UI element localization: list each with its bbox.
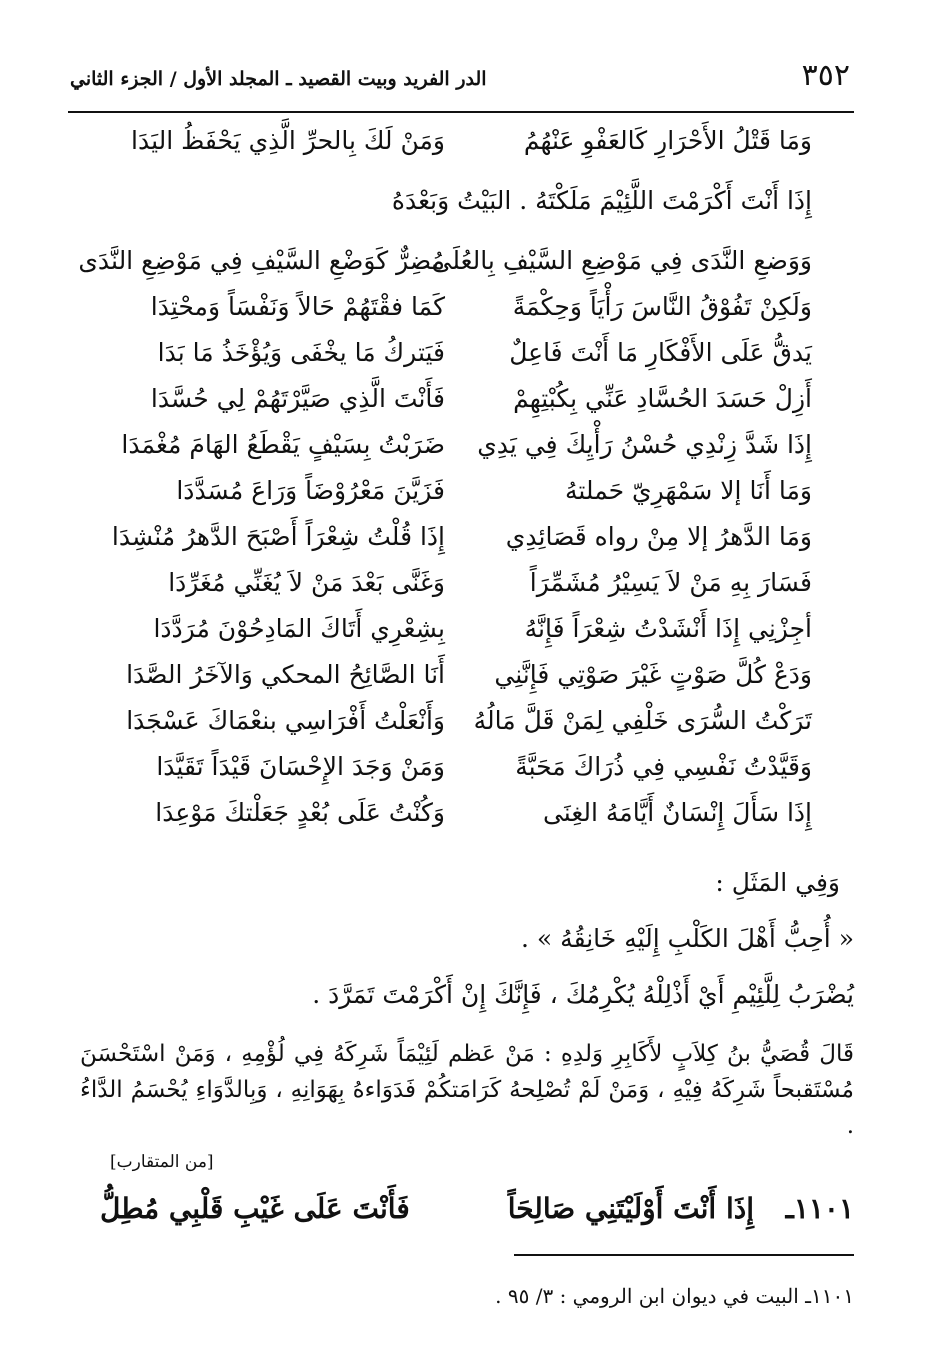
- verse-first-hemistich: وَقَيَّدْتُ نَفْسِي فِي ذُرَاكَ مَحَبَّةً: [515, 752, 812, 781]
- verse-first-hemistich: وَمَا أَنَا إلا سَمْهَرِيّ حَملتهُ: [564, 476, 812, 505]
- verse-first-hemistich: أَزِلْ حَسَدَ الحُسَّادِ عَنِّي بِكُبْتِهِمْ: [513, 384, 812, 413]
- verse-first-hemistich: وَدَعْ كُلَّ صَوْتٍ غَيْرَ صَوْتِي فَإِنَّنِي: [494, 660, 812, 689]
- verse-second-hemistich: مُضِرٌّ كَوَضْعِ السَّيْفِ فِي مَوْضِعِ النَّدَى: [78, 246, 445, 275]
- header-rule: [68, 111, 854, 113]
- verse-first-hemistich: وَلَكِنْ تَفُوْقُ النَّاسَ رَأْيَاً وَحِكْمَةً: [512, 292, 812, 321]
- footnote: ١١٠١ـ البيت في ديوان ابن الرومي : ٣/ ٩٥ .: [495, 1284, 854, 1308]
- verse-first-hemistich: يَدقُّ عَلَى الأَفْكَارِ مَا أَنْتَ فَاعِلٌ: [509, 338, 812, 367]
- main-verse: [100, 1192, 854, 1242]
- verse-first-hemistich: إِذَا سَأَلَ إِنْسَانٌ أَيَّامَهُ الغِنَى: [542, 798, 812, 827]
- footnote-rule: [514, 1254, 854, 1256]
- verse-row: [0, 476, 950, 520]
- proverb-text: « أُحِبُّ أَهْلَ الكَلْبِ إِلَيْهِ خَانِقُهُ » .: [521, 924, 854, 953]
- intro-line: إِذَا أَنْتَ أَكْرَمْتَ اللَّئِيْمَ مَلَكْتَهُ . البَيْتُ وَبَعْدَهُ: [391, 186, 812, 215]
- verse-second-hemistich: بِشِعْرِي أَتَاكَ المَادِحُوْنَ مُرَدَّدَا: [153, 614, 445, 643]
- verse-second-hemistich: فَزَيَّنَ مَعْرُوْضَاً وَرَاعَ مُسَدَّدَا: [176, 476, 445, 505]
- verse-row: [0, 430, 950, 474]
- proverb-intro: وَفِي المَثَلِ :: [715, 868, 840, 897]
- verse-second-hemistich: فَأَنْتَ الَّذِي صَيَّرْتَهُمْ لِي حُسَّدَا: [150, 384, 445, 413]
- verse-second-hemistich: إِذَا قُلْتُ شِعْرَاً أَصْبَحَ الدَّهرُ مُنْشِدَا: [111, 522, 445, 551]
- proverb-explanation: يُضْرَبُ لِلَّئِيْمِ أَيْ أَذْلِلْهُ يُكْرِمُكَ ، فَإِنَّكَ إِنْ أَكْرَمْتَ تَمَرَّدَ .: [312, 980, 854, 1009]
- verse-second-hemistich: كَمَا فقْتَهُمْ حَالاً وَنَفْسَاً وَمحْتِدَا: [150, 292, 445, 321]
- verse-first-hemistich: وَوَضعِ النَّدَى فِي مَوْضِعِ السَّيْفِ بِالعُلَى: [431, 246, 812, 275]
- page-number: ٣٥٢: [801, 58, 850, 93]
- verse-first-hemistich: تَرَكْتُ السُّرَى خَلْفِي لِمَنْ قَلَّ مَالُهُ: [473, 706, 812, 735]
- meter-label: [من المتقارب]: [110, 1152, 214, 1172]
- verse-row: [0, 614, 950, 658]
- verse-second-hemistich: وَمَنْ وَجَدَ الإِحْسَانَ قَيْدَاً تَقَيَّدَا: [156, 752, 445, 781]
- verse-first-hemistich: وَمَا الدَّهرُ إلا مِنْ رواه قَصَائِدِي: [505, 522, 812, 551]
- verse-second-hemistich: فَيَتركُ مَا يخْفَى وَيُؤْخَذُ مَا بَدَا: [157, 338, 445, 367]
- page-header: [70, 58, 850, 108]
- verse-row: [0, 246, 950, 290]
- verse-first-hemistich: أجِزْنِي إِذَا أَنْشَدْتُ شِعْرَاً فَإِنَّهُ: [524, 614, 812, 643]
- verse-first-hemistich: إِذَا شَدَّ زِنْدِي حُسْنُ رَأْيِكَ فِي يَدِي: [477, 430, 812, 459]
- verse-row: [0, 126, 950, 170]
- verse-second-hemistich: أَنَا الصَّائِحُ المحكي وَالآخَرُ الصَّدَا: [126, 660, 445, 689]
- verse-row: [0, 568, 950, 612]
- main-verse-first-hemistich: إِذَا أَنْتَ أَوْلَيْتَنِي صَالِحَاً: [507, 1192, 754, 1225]
- verse-first-hemistich: فَسَارَ بِهِ مَنْ لاَ يَسِيْرُ مُشَمِّرَاً: [529, 568, 812, 597]
- verse-row: [0, 706, 950, 750]
- verse-second-hemistich: وَأَنْعَلْتُ أَفْرَاسِي بنعْمَاكَ عَسْجَدَا: [126, 706, 445, 735]
- verse-second-hemistich: ضَرَبْتُ بِسَيْفٍ يَقْطَعُ الهَامَ مُغْمَدَا: [121, 430, 445, 459]
- verse-first-hemistich: وَمَا قَتْلُ الأَحْرَارِ كَالعَفْوِ عَنْهُمُ: [523, 126, 812, 155]
- quote-paragraph: قَالَ قُصَيُّ بنُ كِلاَبٍ لأَكَابِرِ وَلدِهِ : مَنْ عَظم لَئِيْمَاً شَرِكَهُ فِي لُؤْمِهِ ، وَمَنْ اسْتَحْسَنَ مُسْتَقبحاً شَرِكَهُ فِيْهِ ، وَمَنْ لَمْ تُصْلِحهُ كَرَامَتكُمْ فَدَوَاءهُ بِهَوَانِهِ ، وَبِالدَّوَاءِ يُحْسَمُ الدَّاءُ .: [80, 1041, 854, 1139]
- verse-second-hemistich: وَكُنْتُ عَلَى بُعْدٍ جَعَلْتكَ مَوْعِدَا: [155, 798, 445, 827]
- verse-row: [0, 660, 950, 704]
- main-verse-second-hemistich: فَأَنْتَ عَلَى غَيْبِ قَلْبِي مُطِلُّ: [100, 1192, 410, 1225]
- running-title: الدر الفريد وبيت القصيد ـ المجلد الأول / الجزء الثاني: [70, 68, 487, 90]
- verse-second-hemistich: وَغَنَّى بَعْدَ مَنْ لاَ يُغَنِّي مُغَرِّدَا: [168, 568, 445, 597]
- verse-second-hemistich: وَمَنْ لَكَ بِالحرِّ الَّذِي يَحْفَظُ اليَدَا: [131, 126, 445, 155]
- verse-row: [0, 752, 950, 796]
- verse-row: [0, 384, 950, 428]
- verse-row: [0, 292, 950, 336]
- verse-row: [0, 798, 950, 842]
- verse-row: [0, 522, 950, 566]
- verse-row: [0, 338, 950, 382]
- verse-number: ١١٠١ـ: [785, 1192, 854, 1225]
